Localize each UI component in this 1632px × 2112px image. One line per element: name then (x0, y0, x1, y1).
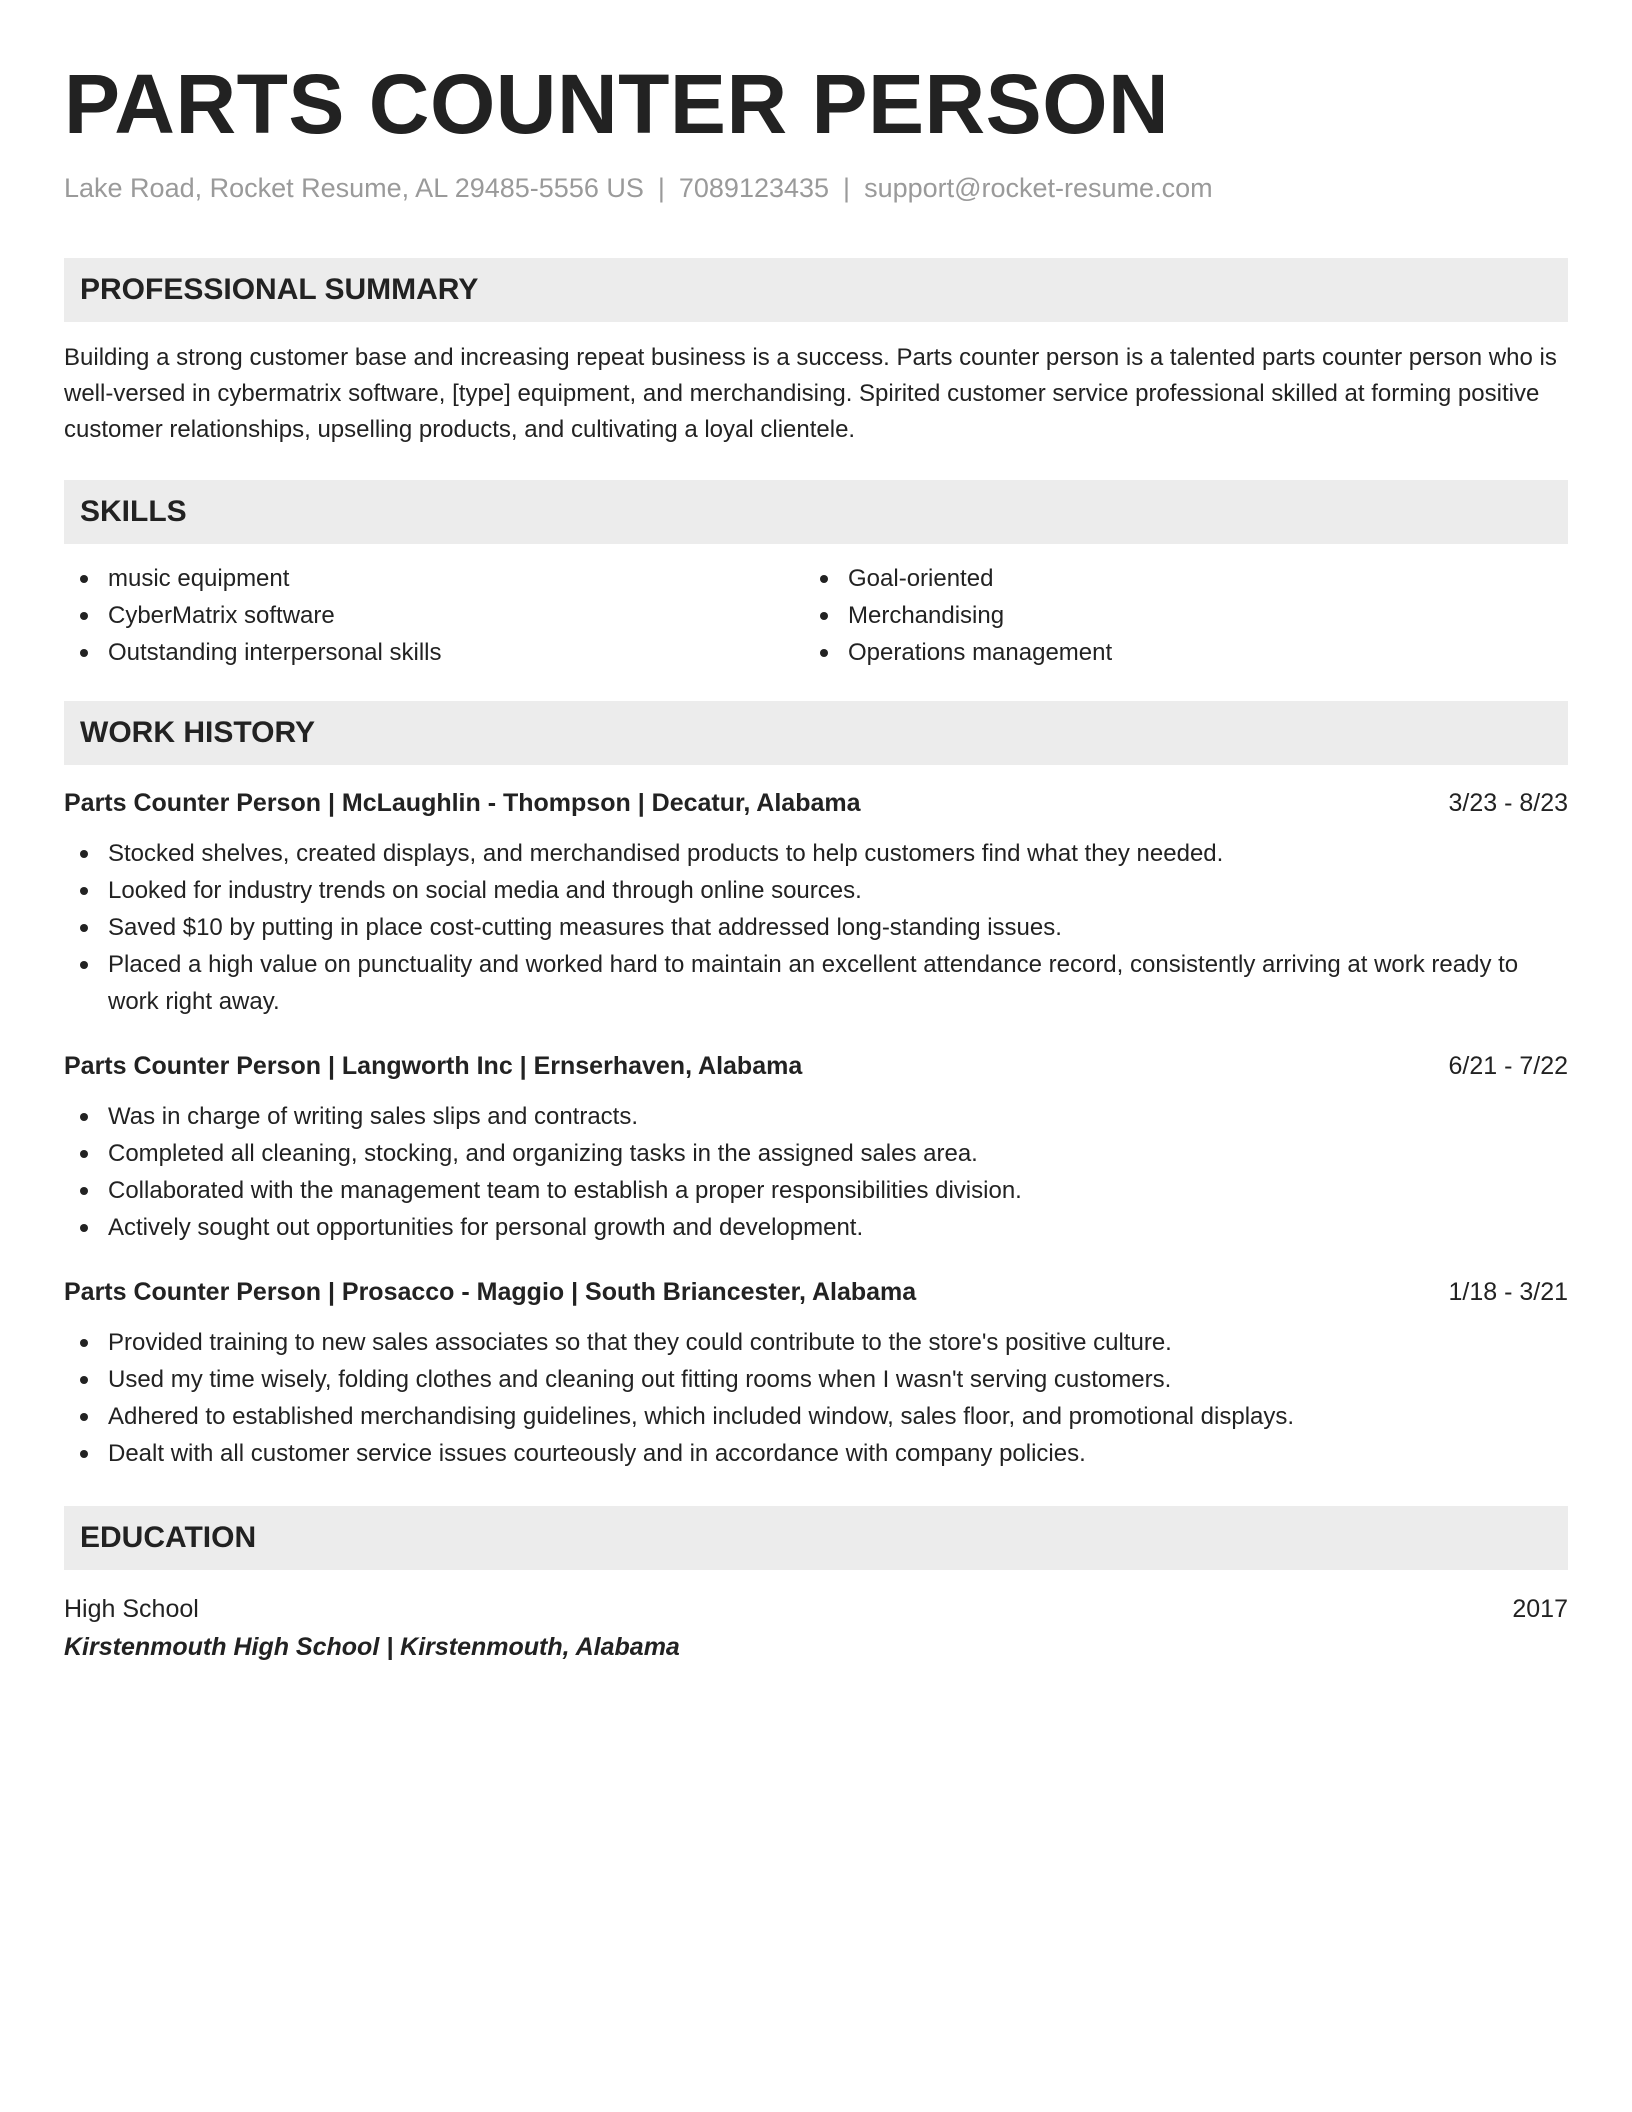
skill-item: CyberMatrix software (64, 597, 804, 634)
contact-separator: | (657, 173, 665, 203)
contact-separator: | (843, 173, 851, 203)
job-bullet: Used my time wisely, folding clothes and cleaning out fitting rooms when I wasn't serving customers. (64, 1361, 1568, 1398)
skills-column-right (804, 560, 1544, 671)
education-school: Kirstenmouth High School | Kirstenmouth, Alabama (64, 1633, 680, 1661)
job-bullet: Collaborated with the management team to establish a proper responsibilities division. (64, 1172, 1568, 1209)
job-bullets (64, 1324, 1568, 1472)
job-bullet: Was in charge of writing sales slips and contracts. (64, 1098, 1568, 1135)
summary-text: Building a strong customer base and increasing repeat business is a success. Parts counter person is a talented parts counter person who is well-versed in cybermatrix software, [type] equipment, and merchandising. Spirited customer service professional skilled at forming positive customer relationships, upselling products, and cultivating a loyal clientele. (64, 344, 1557, 443)
job-heading (64, 1048, 1568, 1084)
job-heading (64, 785, 1568, 821)
skill-item: Goal-oriented (804, 560, 1544, 597)
job-bullets (64, 835, 1568, 1020)
section-header-summary: PROFESSIONAL SUMMARY (64, 258, 1568, 322)
job-title: Parts Counter Person | Prosacco - Maggio | South Briancester, Alabama (64, 1278, 917, 1306)
job-bullet: Looked for industry trends on social media and through online sources. (64, 872, 1568, 909)
job-title: Parts Counter Person | Langworth Inc | Ernserhaven, Alabama (64, 1052, 803, 1080)
contact-line (64, 170, 1568, 206)
job-bullet: Saved $10 by putting in place cost-cutting measures that addressed long-standing issues. (64, 909, 1568, 946)
job-bullet: Stocked shelves, created displays, and merchandised products to help customers find what they needed. (64, 835, 1568, 872)
job-entry (64, 1274, 1568, 1472)
job-title: Parts Counter Person | McLaughlin - Thompson | Decatur, Alabama (64, 789, 861, 817)
contact-email: support@rocket-resume.com (864, 173, 1213, 203)
job-bullet: Placed a high value on punctuality and worked hard to maintain an excellent attendance record, consistently arriving at work ready to work right away. (64, 946, 1568, 1020)
job-dates: 6/21 - 7/22 (1448, 1052, 1568, 1080)
section-header-work-history: WORK HISTORY (64, 701, 1568, 765)
job-bullet: Completed all cleaning, stocking, and organizing tasks in the assigned sales area. (64, 1135, 1568, 1172)
skill-item: Outstanding interpersonal skills (64, 634, 804, 671)
contact-phone: 7089123435 (678, 173, 830, 203)
skill-item: Merchandising (804, 597, 1544, 634)
education-heading (64, 1590, 1568, 1628)
skills-grid (64, 560, 1568, 671)
job-bullets (64, 1098, 1568, 1246)
job-bullet: Provided training to new sales associates so that they could contribute to the store's positive culture. (64, 1324, 1568, 1361)
education-year: 2017 (1512, 1595, 1568, 1623)
education-degree: High School (64, 1595, 199, 1623)
job-entry (64, 785, 1568, 1020)
skill-item: Operations management (804, 634, 1544, 671)
job-bullet: Actively sought out opportunities for personal growth and development. (64, 1209, 1568, 1246)
section-header-education: EDUCATION (64, 1506, 1568, 1570)
section-header-skills: SKILLS (64, 480, 1568, 544)
contact-address: Lake Road, Rocket Resume, AL 29485-5556 US (64, 173, 644, 203)
job-heading (64, 1274, 1568, 1310)
skills-column-left (64, 560, 804, 671)
candidate-name: PARTS COUNTER PERSON (64, 57, 1170, 151)
job-entry (64, 1048, 1568, 1246)
skill-item: music equipment (64, 560, 804, 597)
job-dates: 1/18 - 3/21 (1448, 1278, 1568, 1306)
job-bullet: Adhered to established merchandising guidelines, which included window, sales floor, and promotional displays. (64, 1398, 1568, 1435)
job-bullet: Dealt with all customer service issues courteously and in accordance with company policies. (64, 1435, 1568, 1472)
job-dates: 3/23 - 8/23 (1448, 789, 1568, 817)
